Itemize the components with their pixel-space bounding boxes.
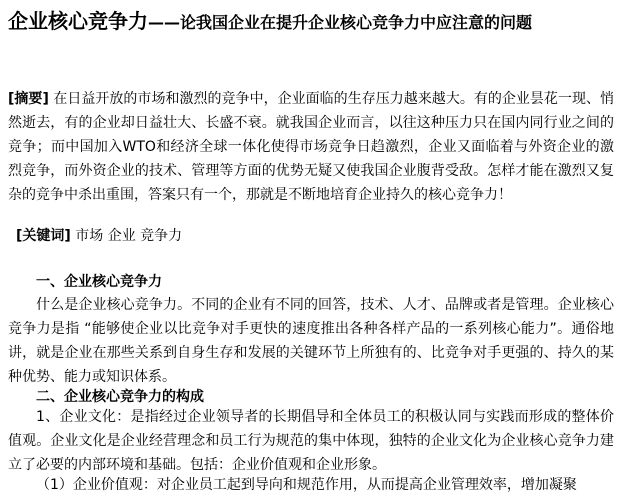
section-1-heading: 一、企业核心竞争力 [36,274,162,290]
abstract-label: [摘要] [8,91,49,107]
section-2-paragraph [8,405,614,475]
cut-off-text: （1）企业价值观：对企业员工起到导向和规范作用，从而提高企业管理效率，增加凝聚 [36,477,577,493]
abstract-paragraph [8,87,614,231]
title-dash: —— [148,13,180,32]
section-2-heading: 二、企业核心竞争力的构成 [36,389,204,405]
abstract-text: 在日益开放的市场和激烈的竞争中，企业面临的生存压力越来越大。有的企业昙花一现、悄然逝去，有的企业却日益壮大、长盛不衰。就我国企业而言，以往这种压力只在国内同行业之间的竞争；而中国加入WTO和经济全球一体化使得市场竞争日趋激烈，企业又面临着与外资企业的激烈竞争，而外资企业的技术、管理等方面的优势无疑又使我国企业腹背受敌。怎样才能在激烈又复杂的竞争中杀出重围，答案只有一个，那就是不断地培育企业持久的核心竞争力！ [8,91,615,203]
section-2-text: 1、企业文化：是指经过企业领导者的长期倡导和全体员工的积极认同与实践而形成的整体价值观。企业文化是企业经营理念和员工行为规范的集中体现，独特的企业文化为企业核心竞争力建立了必要的内部环境和基础。包括：企业价值观和企业形象。 [8,409,614,473]
keywords-label: [关键词] [16,228,71,244]
keywords-text: 市场 企业 竞争力 [75,228,183,244]
title-subtitle: 论我国企业在提升企业核心竞争力中应注意的问题 [180,13,533,32]
keywords-line [8,224,614,248]
section-1-paragraph [8,293,614,385]
cut-off-text-line [8,476,614,493]
document-title [8,9,624,35]
title-main: 企业核心竞争力 [8,9,148,33]
section-1-text: 什么是企业核心竞争力。不同的企业有不同的回答，技术、人才、品牌或者是管理。企业核心竞争力是指 “能够使企业以比竞争对手更快的速度推出各种各样产品的一系列核心能力”。通俗地讲，就是企业在那些关系到自身生存和发展的关键环节上所独有的、比竞争对手更强的、持久的某种优势、能力或知识体系。 [8,297,614,385]
